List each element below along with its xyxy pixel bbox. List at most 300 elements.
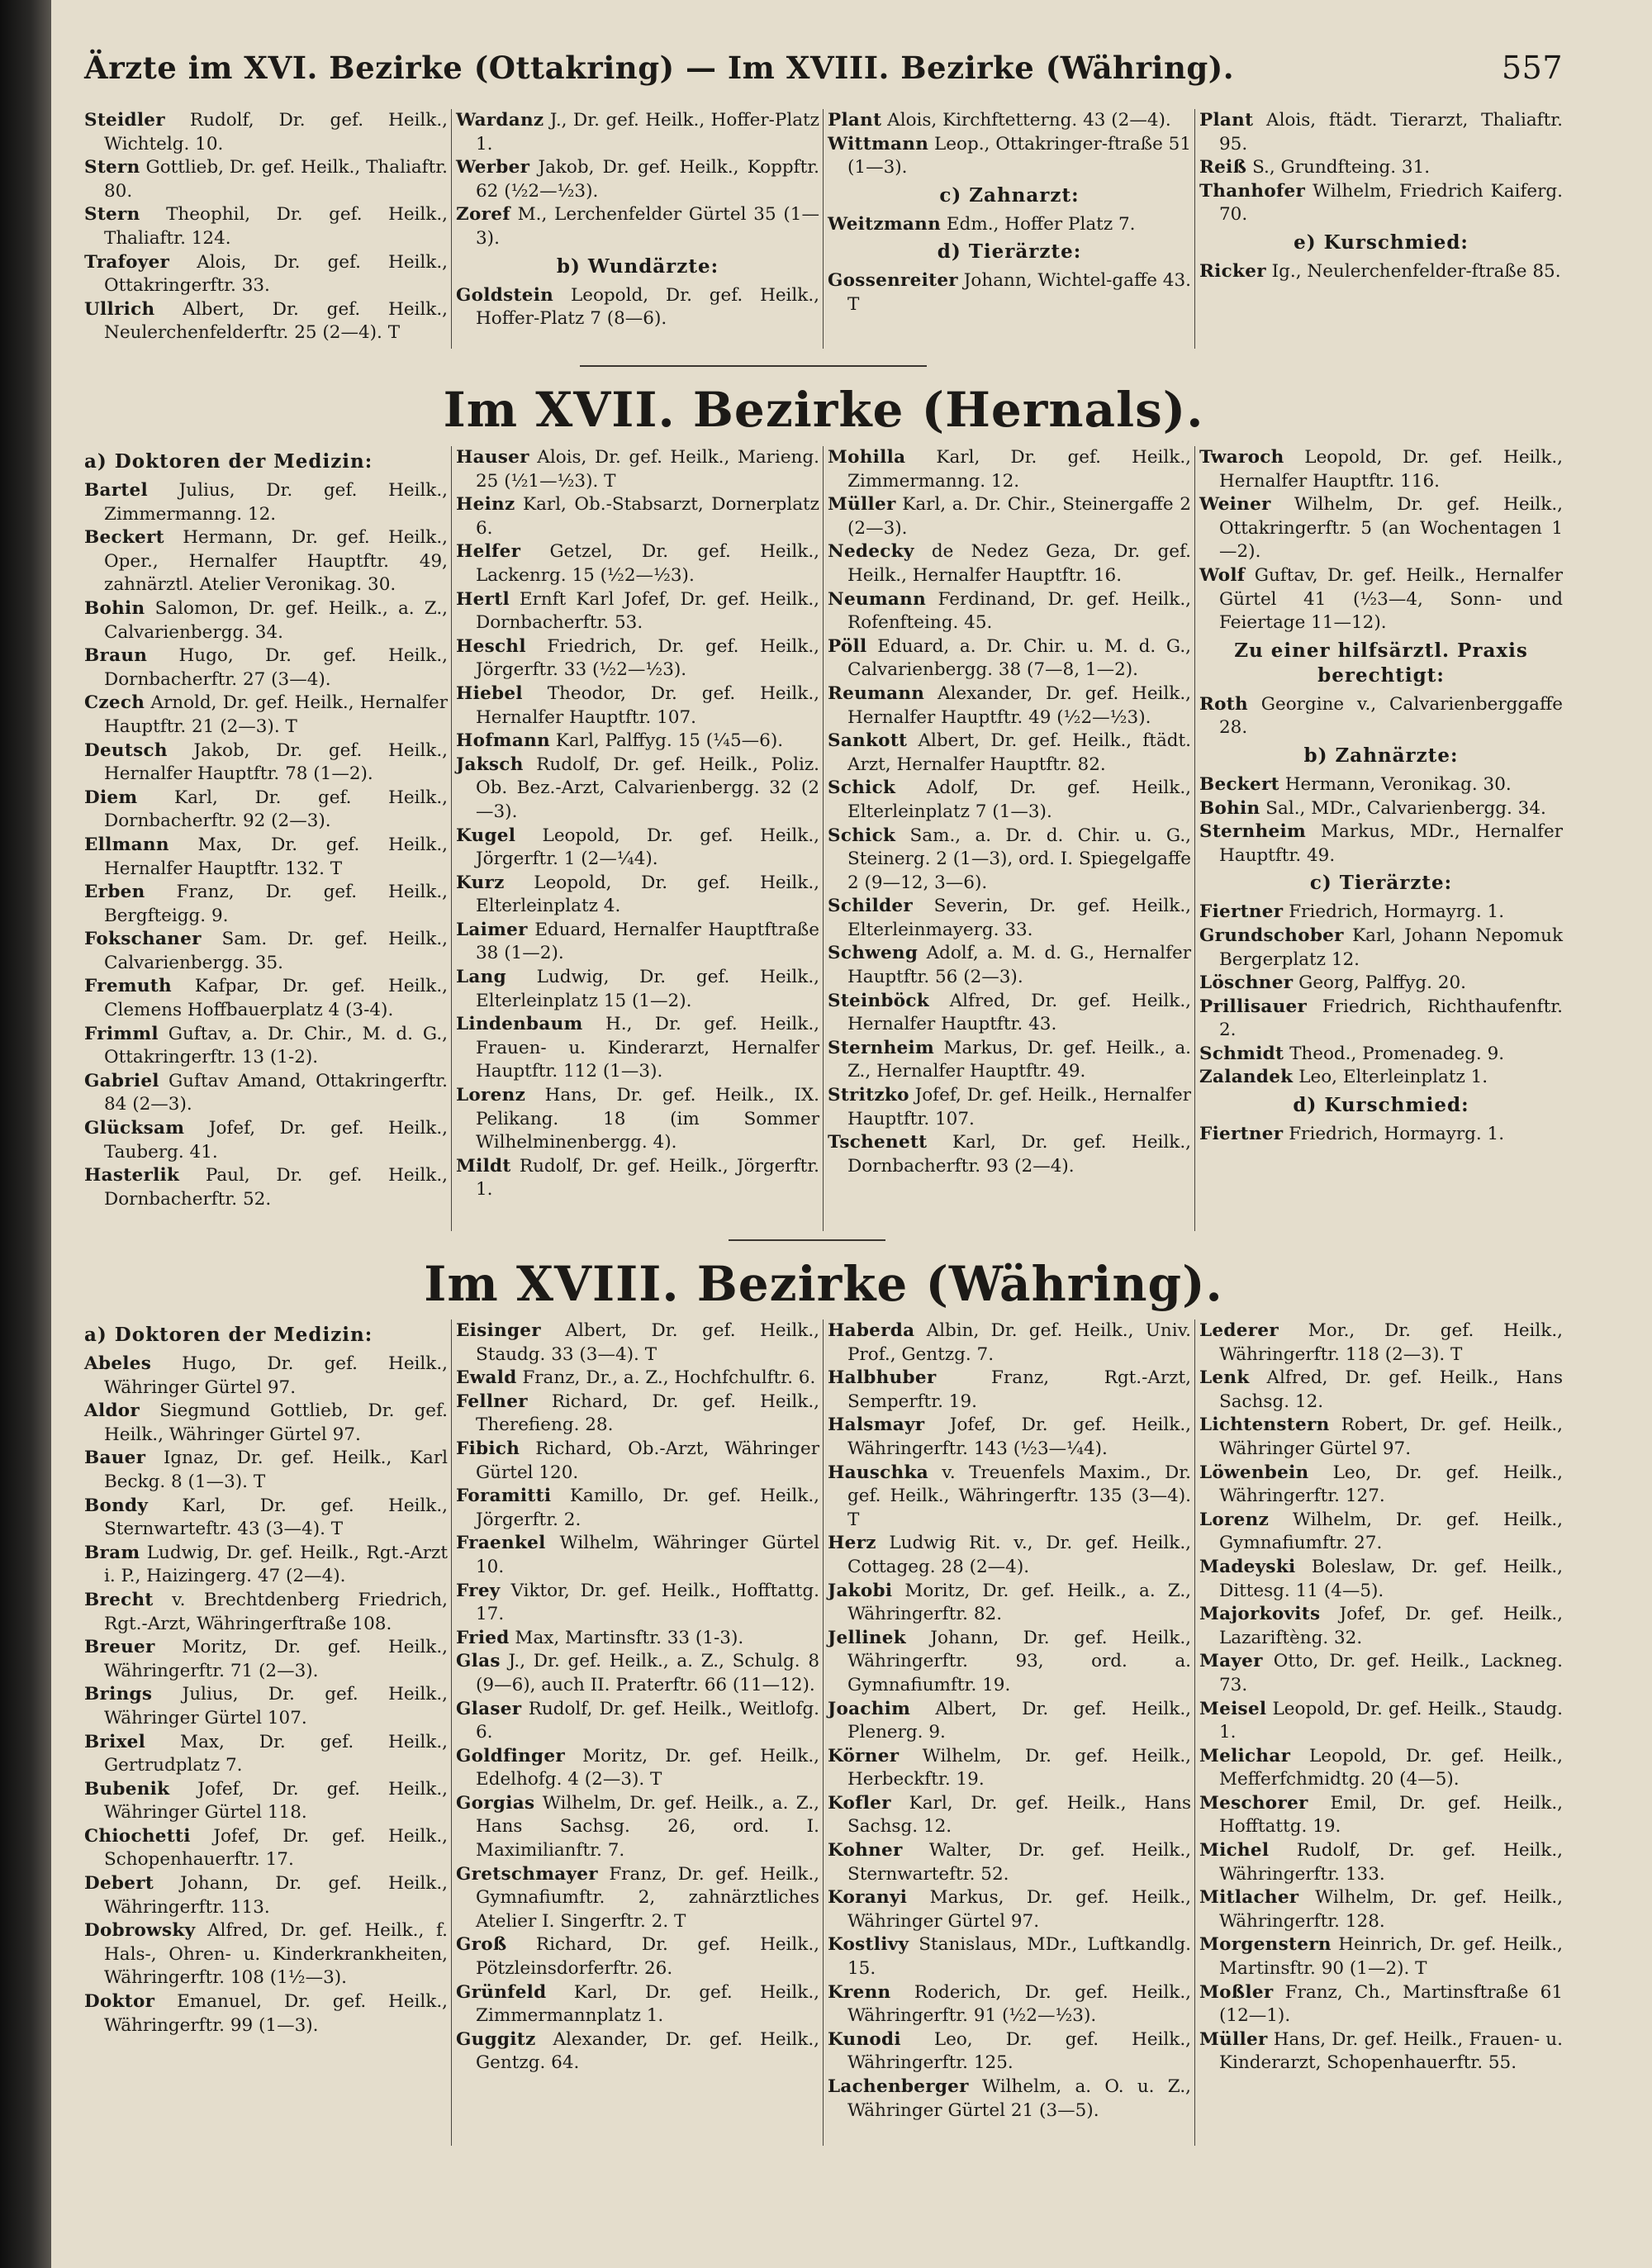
- entry-name: Frimml: [84, 1023, 159, 1044]
- directory-entry: [84, 739, 448, 787]
- directory-entry: [1199, 1981, 1563, 2028]
- section-rule: [580, 365, 927, 367]
- directory-entry: [1199, 1066, 1563, 1090]
- entry-details: J., Dr. gef. Heilk., a. Z., Schulg. 8 (9—6), auch II. Praterftr. 66 (11—12).: [476, 1651, 819, 1695]
- entry-details: Gottlieb, Dr. gef. Heilk., Thaliaftr. 80.: [104, 157, 448, 202]
- entry-details: Ludwig, Dr. gef. Heilk., Elterleinplatz 15 (1—2).: [476, 967, 819, 1011]
- directory-entry: [456, 1650, 819, 1697]
- entry-name: Fremuth: [84, 976, 172, 997]
- directory-entry: [1199, 1603, 1563, 1650]
- entry-details: J., Dr. gef. Heilk., Hoffer-Platz 1.: [476, 110, 819, 155]
- entry-name: Schmidt: [1199, 1043, 1284, 1064]
- directory-entry: [828, 777, 1191, 824]
- directory-entry: [1199, 901, 1563, 925]
- directory-entry: [828, 109, 1191, 133]
- entry-name: Grünfeld: [456, 1981, 547, 2003]
- entry-details: Otto, Dr. gef. Heilk., Lackneg. 73.: [1219, 1651, 1563, 1695]
- directory-entry: [828, 1319, 1191, 1367]
- column-divider: [1194, 1319, 1195, 2146]
- entry-name: Heinz: [456, 494, 515, 516]
- entry-details: de Nedez Geza, Dr. gef. Heilk., Hernalfer Hauptftr. 16.: [847, 541, 1191, 586]
- entry-details: Richard, Ob.-Arzt, Währinger Gürtel 120.: [476, 1438, 819, 1483]
- entry-name: Ricker: [1199, 260, 1266, 282]
- directory-entry: [1199, 693, 1563, 740]
- entry-name: Hauser: [456, 447, 529, 468]
- directory-entry: [84, 1447, 448, 1494]
- entry-details: Ludwig Rit. v., Dr. gef. Heilk., Cottageg. 28 (2—4).: [847, 1533, 1191, 1577]
- entry-details: Max, Dr. gef. Heilk., Gertrudplatz 7.: [104, 1731, 448, 1776]
- entry-name: Stritzko: [828, 1085, 909, 1106]
- directory-entry: [828, 1084, 1191, 1131]
- directory-entry: [84, 1400, 448, 1447]
- directory-entry: [84, 479, 448, 526]
- entry-name: Reumann: [828, 682, 925, 704]
- entry-details: Rudolf, Dr. gef. Heilk., Jörgerftr. 1.: [476, 1155, 819, 1201]
- entry-name: Weiner: [1199, 494, 1271, 516]
- directory-entry: [456, 1391, 819, 1438]
- directory-column: [456, 109, 819, 349]
- entry-name: Steinböck: [828, 990, 929, 1011]
- directory-entry: [828, 1414, 1191, 1461]
- entry-details: Salomon, Dr. gef. Heilk., a. Z., Calvarienbergg. 34.: [104, 597, 448, 643]
- directory-entry: [84, 1495, 448, 1542]
- entry-name: Fibich: [456, 1438, 520, 1459]
- column-divider: [823, 1319, 824, 2146]
- entry-details: Alois, Kirchftetterng. 43 (2—4).: [881, 110, 1171, 131]
- entry-details: Karl, Dr. gef. Heilk., Zimmermannplatz 1.: [476, 1981, 819, 2027]
- entry-name: Debert: [84, 1873, 154, 1895]
- entry-name: Prillisauer: [1199, 996, 1308, 1017]
- entry-name: Müller: [828, 494, 896, 516]
- entry-name: Steidler: [84, 110, 165, 131]
- directory-entry: [456, 1792, 819, 1863]
- entry-name: Frey: [456, 1580, 501, 1601]
- directory-entry: [84, 1825, 448, 1872]
- entry-details: v. Brechtdenberg Friedrich, Rgt.-Arzt, Währingerftraße 108.: [104, 1589, 448, 1634]
- entry-name: Wittmann: [828, 133, 929, 155]
- directory-entry: [1199, 493, 1563, 564]
- entry-name: Deutsch: [84, 739, 168, 761]
- entry-details: Sal., MDr., Calvarienbergg. 34.: [1260, 797, 1546, 819]
- entry-name: Kugel: [456, 825, 516, 846]
- directory-entry: [84, 156, 448, 203]
- directory-entry: [828, 990, 1191, 1037]
- directory-entry: [456, 1485, 819, 1532]
- entry-name: Lang: [456, 967, 506, 988]
- entry-details: Severin, Dr. gef. Heilk., Elterleinmayerg. 33.: [847, 896, 1191, 940]
- entry-details: Alfred, Dr. gef. Heilk., Hernalfer Hauptftr. 43.: [847, 990, 1191, 1035]
- directory-column: [84, 1319, 448, 2146]
- entry-name: Fokschaner: [84, 929, 202, 950]
- directory-entry: [1199, 564, 1563, 635]
- directory-entry: [1199, 2028, 1563, 2075]
- entry-name: Sankott: [828, 730, 908, 752]
- entry-details: Albin, Dr. gef. Heilk., Univ. Prof., Gentzg. 7.: [847, 1320, 1191, 1365]
- entry-details: Guftav, a. Dr. Chir., M. d. G., Ottakringerftr. 13 (1-2).: [104, 1023, 448, 1068]
- entry-name: Beckert: [1199, 773, 1279, 795]
- column-divider: [1194, 446, 1195, 1231]
- entry-name: Lorenz: [456, 1085, 526, 1106]
- entry-name: Trafoyer: [84, 251, 170, 273]
- directory-entry: [456, 1981, 819, 2028]
- directory-entry: [84, 1990, 448, 2037]
- entry-name: Müller: [1199, 2028, 1268, 2050]
- entry-details: Albert, Dr. gef. Heilk., Staudg. 33 (3—4). T: [476, 1320, 819, 1365]
- entry-name: Bondy: [84, 1495, 149, 1516]
- entry-details: Friedrich, Dr. gef. Heilk., Jörgerftr. 33 (½2—½3).: [476, 635, 819, 681]
- entry-name: Abeles: [84, 1353, 152, 1374]
- directory-entry: [84, 1353, 448, 1400]
- entry-name: Guggitz: [456, 2028, 536, 2050]
- entry-name: Heschl: [456, 635, 526, 657]
- entry-details: Kamillo, Dr. gef. Heilk., Jörgerftr. 2.: [476, 1486, 819, 1530]
- directory-entry: [84, 1636, 448, 1683]
- entry-name: Reiß: [1199, 157, 1247, 178]
- directory-entry: [84, 1731, 448, 1778]
- directory-entry: [1199, 1650, 1563, 1697]
- entry-name: Brixel: [84, 1731, 146, 1752]
- entry-name: Haberda: [828, 1320, 915, 1341]
- directory-column: [456, 1319, 819, 2146]
- directory-entry: [456, 203, 819, 250]
- entry-details: M., Lerchenfelder Gürtel 35 (1—3).: [476, 204, 819, 249]
- entry-details: Jofef, Dr. gef. Heilk., Währingerftr. 143 (½3—¼4).: [847, 1415, 1191, 1459]
- directory-entry: [828, 682, 1191, 730]
- entry-name: Pöll: [828, 635, 867, 657]
- entry-details: Emil, Dr. gef. Heilk., Hofftattg. 19.: [1219, 1792, 1563, 1838]
- entry-details: Kafpar, Dr. gef. Heilk., Clemens Hoffbauerplatz 4 (3-4).: [104, 976, 448, 1021]
- directory-entry: [84, 203, 448, 250]
- entry-name: Jaksch: [456, 754, 524, 775]
- entry-name: Joachim: [828, 1698, 911, 1719]
- entry-name: Brings: [84, 1684, 153, 1705]
- entry-details: Julius, Dr. gef. Heilk., Zimmermanng. 12.: [104, 480, 448, 525]
- entry-details: Albert, Dr. gef. Heilk., Plenerg. 9.: [847, 1698, 1191, 1743]
- directory-entry: [828, 269, 1191, 316]
- entry-details: Adolf, Dr. gef. Heilk., Elterleinplatz 7 (1—3).: [847, 777, 1191, 822]
- entry-name: Nedecky: [828, 541, 914, 563]
- directory-entry: [828, 1532, 1191, 1579]
- entry-details: Arnold, Dr. gef. Heilk., Hernalfer Hauptftr. 21 (2—3). T: [104, 692, 448, 737]
- directory-entry: [1199, 773, 1563, 797]
- directory-entry: [456, 1580, 819, 1627]
- entry-details: Georgine v., Calvarienberggaffe 28.: [1219, 693, 1563, 739]
- entry-details: Paul, Dr. gef. Heilk., Dornbacherftr. 52.: [104, 1165, 448, 1210]
- directory-entry: [84, 787, 448, 834]
- entry-details: Boleslaw, Dr. gef. Heilk., Dittesg. 11 (4—5).: [1219, 1556, 1563, 1601]
- directory-entry: [456, 919, 819, 966]
- entry-details: Wilhelm, Dr. gef. Heilk., Währingerftr. 128.: [1219, 1887, 1563, 1932]
- entry-name: Löschner: [1199, 972, 1294, 994]
- directory-column: [456, 446, 819, 1231]
- entry-name: Bohin: [1199, 797, 1260, 819]
- entry-details: Eduard, a. Dr. Chir. u. M. d. G., Calvarienbergg. 38 (7—8, 1—2).: [847, 635, 1191, 681]
- directory-entry: [828, 588, 1191, 635]
- directory-entry: [1199, 446, 1563, 493]
- directory-entry: [456, 825, 819, 872]
- entry-name: Fiertner: [1199, 901, 1284, 923]
- entry-details: Ignaz, Dr. gef. Heilk., Karl Beckg. 8 (1—3). T: [104, 1448, 448, 1492]
- entry-name: Grundschober: [1199, 925, 1344, 946]
- directory-entry: [828, 825, 1191, 896]
- directory-entry: [1199, 1043, 1563, 1067]
- entry-name: Kohner: [828, 1840, 903, 1861]
- entry-details: Markus, Dr. gef. Heilk., a. Z., Hernalfer Hauptftr. 49.: [847, 1037, 1191, 1082]
- entry-name: Fellner: [456, 1391, 528, 1412]
- entry-name: Halsmayr: [828, 1415, 925, 1436]
- entry-name: Lenk: [1199, 1367, 1250, 1389]
- entry-details: Max, Dr. gef. Heilk., Hernalfer Hauptftr. 132. T: [104, 834, 448, 879]
- directory-entry: [828, 895, 1191, 942]
- column-divider: [451, 1319, 452, 2146]
- directory-entry: [828, 213, 1191, 237]
- directory-page: [51, 0, 1652, 2268]
- entry-details: Karl, Johann Nepomuk Bergerplatz 12.: [1219, 925, 1563, 970]
- entry-name: Goldstein: [456, 284, 554, 306]
- subheading: c) Zahnarzt:: [939, 183, 1080, 207]
- entry-details: Leopold, Dr. gef. Heilk., Staudg. 1.: [1219, 1698, 1563, 1743]
- entry-details: Eduard, Hernalfer Hauptftraße 38 (1—2).: [476, 919, 819, 964]
- entry-details: Hugo, Dr. gef. Heilk., Währinger Gürtel 97.: [104, 1353, 448, 1398]
- entry-name: Hauschka: [828, 1462, 928, 1483]
- directory-entry: [456, 1627, 819, 1651]
- directory-column: [84, 446, 448, 1231]
- subheading: Zu einer hilfsärztl. Praxis berechtigt:: [1234, 639, 1528, 687]
- entry-name: Hasterlik: [84, 1165, 180, 1186]
- directory-entry: [84, 1778, 448, 1825]
- entry-name: Meschorer: [1199, 1792, 1308, 1814]
- entry-details: Franz, Rgt.-Arzt, Semperftr. 19.: [847, 1367, 1191, 1412]
- entry-details: Karl, Dr. gef. Heilk., Dornbacherftr. 92 (2—3).: [104, 787, 448, 832]
- directory-entry: [1199, 1462, 1563, 1509]
- entry-details: Alois, Dr. gef. Heilk., Ottakringerftr. 33.: [104, 251, 448, 297]
- entry-details: Stanislaus, MDr., Luftkandlg. 15.: [847, 1934, 1191, 1980]
- entry-details: Max, Martinsftr. 33 (1-3).: [509, 1627, 744, 1648]
- directory-entry: [456, 635, 819, 682]
- entry-name: Kostlivy: [828, 1934, 909, 1956]
- directory-entry: [456, 1438, 819, 1485]
- directory-entry: [1199, 1698, 1563, 1745]
- entry-name: Doktor: [84, 1991, 155, 2013]
- directory-entry: [828, 1627, 1191, 1698]
- entry-details: Wilhelm, a. O. u. Z., Währinger Gürtel 21 (3—5).: [847, 2076, 1191, 2121]
- entry-details: Hermann, Dr. gef. Heilk., Oper., Hernalfer Hauptftr. 49, zahnärztl. Atelier Veronikag. 30.: [104, 527, 448, 596]
- entry-details: Franz, Ch., Martinsftraße 61 (12—1).: [1219, 1981, 1563, 2027]
- directory-entry: [828, 1037, 1191, 1084]
- directory-entry: [1199, 996, 1563, 1043]
- directory-entry: [84, 1023, 448, 1070]
- entry-details: Richard, Dr. gef. Heilk., Pötzleinsdorferftr. 26.: [476, 1934, 819, 1980]
- directory-entry: [456, 493, 819, 540]
- entry-details: Jakob, Dr. gef. Heilk., Hernalfer Hauptftr. 78 (1—2).: [104, 739, 448, 785]
- entry-details: Alexander, Dr. gef. Heilk., Gentzg. 64.: [476, 2028, 819, 2074]
- entry-name: Diem: [84, 787, 138, 808]
- section-title-bezirk-18: Im XVIII. Bezirke (Währing).: [424, 1256, 1223, 1312]
- entry-name: Schick: [828, 825, 896, 846]
- directory-entry: [84, 1919, 448, 1990]
- entry-name: Thanhofer: [1199, 180, 1306, 202]
- directory-column: [828, 1319, 1191, 2146]
- directory-column: [84, 109, 448, 349]
- entry-details: Moritz, Dr. gef. Heilk., Edelhofg. 4 (2—3). T: [476, 1745, 819, 1790]
- entry-details: Guftav Amand, Ottakringerftr. 84 (2—3).: [104, 1070, 448, 1115]
- entry-name: Kurz: [456, 872, 505, 893]
- entry-name: Fraenkel: [456, 1533, 546, 1554]
- entry-name: Ellmann: [84, 834, 169, 855]
- directory-entry: [1199, 797, 1563, 821]
- entry-name: Braun: [84, 645, 148, 667]
- entry-details: Alois, ftädt. Tierarzt, Thaliaftr. 95.: [1219, 110, 1563, 155]
- entry-details: Friedrich, Richthaufenftr. 2.: [1219, 996, 1563, 1041]
- entry-details: Wilhelm, Dr. gef. Heilk., a. Z., Hans Sachsg. 26, ord. I. Maximilianftr. 7.: [476, 1792, 819, 1861]
- section-bezirk-17: [84, 446, 1563, 1231]
- entry-name: Czech: [84, 692, 145, 714]
- entry-details: Johann, Dr. gef. Heilk., Währingerftr. 93, ord. a. Gymnafiumftr. 19.: [847, 1627, 1191, 1695]
- directory-entry: [456, 156, 819, 203]
- entry-details: Karl, Dr. gef. Heilk., Zimmermanng. 12.: [847, 447, 1191, 492]
- column-divider: [1194, 109, 1195, 349]
- entry-name: Gabriel: [84, 1070, 159, 1091]
- entry-details: Ferdinand, Dr. gef. Heilk., Rofenfteing. 45.: [847, 588, 1191, 634]
- directory-entry: [456, 1013, 819, 1084]
- entry-name: Gretschmayer: [456, 1863, 598, 1885]
- running-title: Ärzte im XVI. Bezirke (Ottakring) — Im XVIII. Bezirke (Währing).: [84, 50, 1235, 86]
- entry-name: Neumann: [828, 588, 927, 610]
- directory-entry: [456, 872, 819, 919]
- directory-entry: [456, 446, 819, 493]
- directory-entry: [456, 966, 819, 1013]
- directory-entry: [456, 540, 819, 587]
- subheading: c) Tierärzte:: [1309, 872, 1453, 895]
- entry-name: Chiochetti: [84, 1825, 191, 1847]
- entry-name: Lederer: [1199, 1320, 1279, 1341]
- entry-details: Leopold, Dr. gef. Heilk., Mefferfchmidtg. 20 (4—5).: [1219, 1745, 1563, 1790]
- entry-details: Karl, Ob.-Stabsarzt, Dornerplatz 6.: [476, 494, 819, 539]
- directory-entry: [1199, 156, 1563, 180]
- directory-entry: [84, 597, 448, 644]
- entry-details: Guftav, Dr. gef. Heilk., Hernalfer Gürtel 41 (½3—4, Sonn- und Feiertage 11—12).: [1219, 564, 1563, 634]
- entry-details: Markus, MDr., Hernalfer Hauptftr. 49.: [1219, 821, 1563, 866]
- entry-name: Herz: [828, 1533, 876, 1554]
- directory-entry: [828, 1462, 1191, 1533]
- directory-entry: [84, 109, 448, 156]
- directory-column: [828, 109, 1191, 349]
- entry-name: Lachenberger: [828, 2076, 969, 2097]
- entry-details: Jofef, Dr. gef. Heilk., Währinger Gürtel 118.: [104, 1778, 448, 1823]
- entry-name: Löwenbein: [1199, 1462, 1309, 1483]
- directory-entry: [456, 1084, 819, 1155]
- entry-details: Franz, Dr., a. Z., Hochfchulftr. 6.: [516, 1367, 816, 1389]
- directory-entry: [828, 730, 1191, 777]
- entry-name: Bohin: [84, 597, 145, 619]
- book-binding-edge: [0, 0, 51, 2268]
- directory-entry: [828, 1131, 1191, 1178]
- entry-details: Hans, Dr. gef. Heilk., Frauen- u. Kinderarzt, Schopenhauerftr. 55.: [1219, 2028, 1563, 2074]
- entry-details: Theod., Promenadeg. 9.: [1284, 1043, 1505, 1064]
- entry-details: Edm., Hoffer Platz 7.: [941, 213, 1136, 235]
- entry-details: Franz, Dr. gef. Heilk., Bergfteigg. 9.: [104, 882, 448, 926]
- entry-details: Karl, Dr. gef. Heilk., Sternwarteftr. 43 (3—4). T: [104, 1495, 448, 1540]
- entry-name: Laimer: [456, 919, 528, 940]
- directory-entry: [828, 942, 1191, 989]
- directory-entry: [456, 1367, 819, 1391]
- entry-name: Hertl: [456, 588, 510, 610]
- entry-details: S., Grundfteing. 31.: [1246, 157, 1431, 178]
- directory-entry: [84, 928, 448, 975]
- entry-name: Plant: [828, 110, 882, 131]
- entry-details: Richard, Dr. gef. Heilk., Therefieng. 28.: [476, 1391, 819, 1436]
- entry-name: Fiertner: [1199, 1124, 1284, 1145]
- entry-details: Alfred, Dr. gef. Heilk., Hans Sachsg. 12.: [1219, 1367, 1563, 1412]
- directory-entry: [1199, 1792, 1563, 1839]
- entry-details: Leo, Dr. gef. Heilk., Währingerftr. 127.: [1219, 1462, 1563, 1507]
- entry-name: Koranyi: [828, 1887, 908, 1909]
- entry-name: Groß: [456, 1934, 507, 1956]
- entry-name: Breuer: [84, 1637, 155, 1658]
- entry-details: Hugo, Dr. gef. Heilk., Dornbacherftr. 27 (3—4).: [104, 645, 448, 690]
- subheading: b) Wundärzte:: [556, 254, 719, 278]
- entry-details: Sam. Dr. gef. Heilk., Calvarienbergg. 35.: [104, 929, 448, 973]
- column-divider: [823, 109, 824, 349]
- directory-entry: [456, 754, 819, 825]
- entry-name: Michel: [1199, 1840, 1270, 1861]
- entry-name: Sternheim: [1199, 821, 1307, 843]
- entry-name: Bauer: [84, 1448, 146, 1469]
- entry-details: Karl, Dr. gef. Heilk., Hans Sachsg. 12.: [847, 1792, 1191, 1838]
- directory-entry: [456, 109, 819, 156]
- directory-entry: [828, 1792, 1191, 1839]
- entry-name: Aldor: [84, 1400, 140, 1422]
- entry-details: Mor., Dr. gef. Heilk., Währingerftr. 118 (2—3). T: [1219, 1320, 1563, 1365]
- directory-entry: [84, 1872, 448, 1919]
- directory-entry: [1199, 1839, 1563, 1886]
- entry-details: Theophil, Dr. gef. Heilk., Thaliaftr. 124.: [104, 204, 448, 249]
- directory-column: [1199, 446, 1563, 1231]
- entry-name: Brecht: [84, 1589, 154, 1610]
- entry-name: Helfer: [456, 541, 521, 563]
- entry-details: Getzel, Dr. gef. Heilk., Lackenrg. 15 (½2—½3).: [476, 541, 819, 586]
- directory-entry: [84, 1117, 448, 1164]
- entry-name: Stern: [84, 204, 140, 226]
- entry-name: Roth: [1199, 693, 1248, 715]
- directory-entry: [84, 298, 448, 345]
- directory-column: [1199, 1319, 1563, 2146]
- entry-details: Jofef, Dr. gef. Heilk., Hernalfer Hauptftr. 107.: [847, 1085, 1191, 1129]
- directory-entry: [828, 1745, 1191, 1792]
- column-divider: [451, 109, 452, 349]
- entry-name: Melichar: [1199, 1745, 1291, 1766]
- entry-details: Friedrich, Hormayrg. 1.: [1283, 901, 1505, 923]
- entry-details: Johann, Dr. gef. Heilk., Währingerftr. 113.: [104, 1873, 448, 1918]
- entry-name: Kunodi: [828, 2028, 901, 2050]
- entry-name: Plant: [1199, 110, 1254, 131]
- directory-entry: [1199, 972, 1563, 996]
- entry-details: Jofef, Dr. gef. Heilk., Lazariftèng. 32.: [1219, 1604, 1563, 1648]
- directory-entry: [456, 1698, 819, 1745]
- entry-name: Schweng: [828, 943, 919, 964]
- running-header: [84, 50, 1563, 99]
- entry-details: v. Treuenfels Maxim., Dr. gef. Heilk., Währingerftr. 135 (3—4). T: [847, 1462, 1191, 1530]
- entry-details: Hans, Dr. gef. Heilk., IX. Pelikang. 18 (im Sommer Wilhelminenbergg. 4).: [476, 1085, 819, 1153]
- directory-entry: [456, 1745, 819, 1792]
- entry-name: Zalandek: [1199, 1067, 1294, 1088]
- directory-entry: [84, 834, 448, 881]
- entry-name: Foramitti: [456, 1486, 552, 1507]
- entry-details: Ernft Karl Jofef, Dr. gef. Heilk., Dornbacherftr. 53.: [476, 588, 819, 634]
- directory-entry: [84, 526, 448, 597]
- entry-details: Wilhelm, Dr. gef. Heilk., Gymnafiumftr. 27.: [1219, 1509, 1563, 1554]
- directory-entry: [84, 1683, 448, 1730]
